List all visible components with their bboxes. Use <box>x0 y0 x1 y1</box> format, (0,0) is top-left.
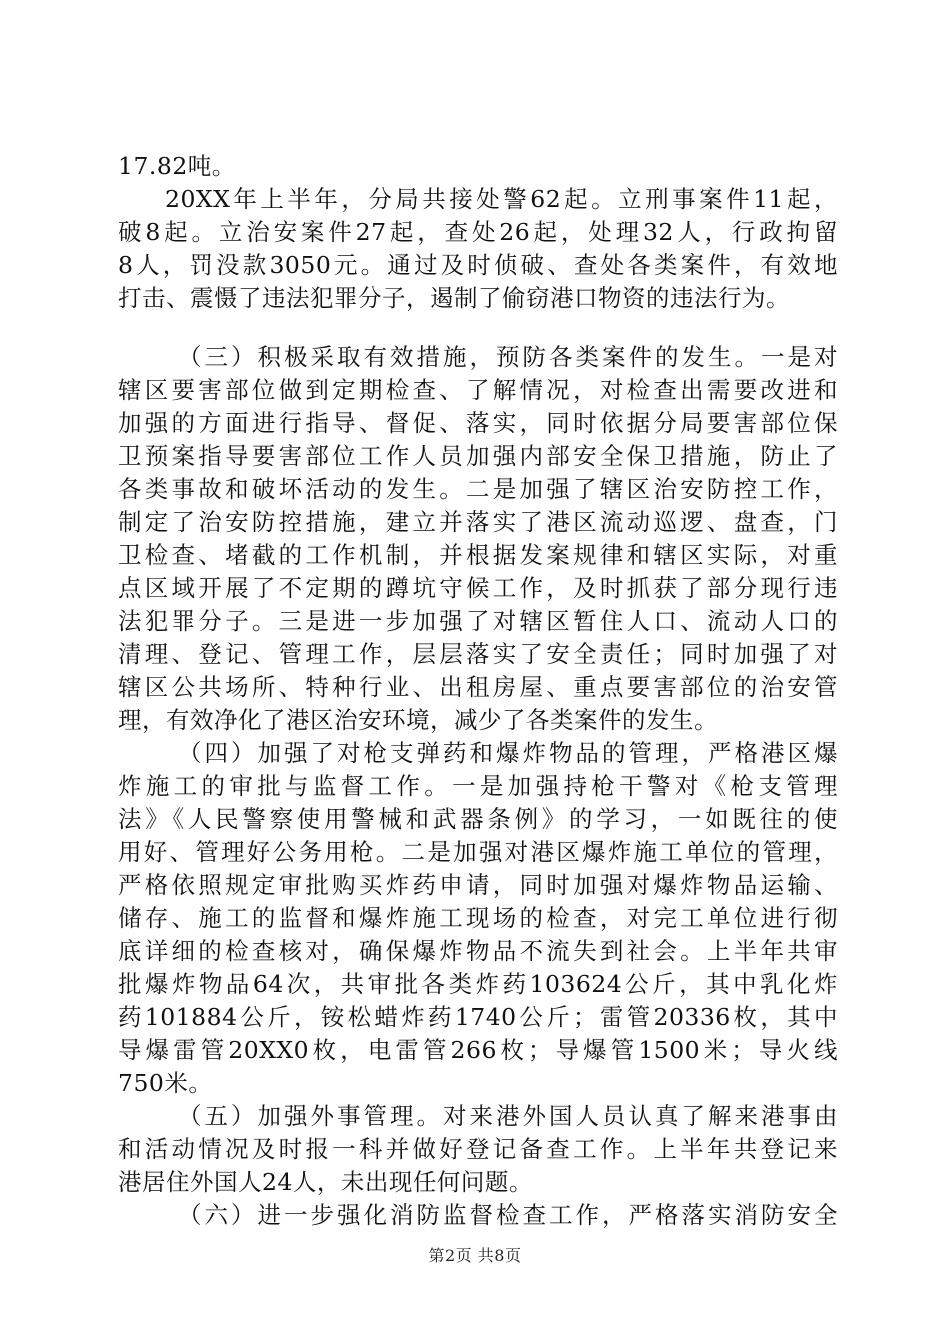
text-line: 清理、登记、管理工作，层层落实了安全责任；同时加强了对 <box>118 640 838 668</box>
paragraph-spacer <box>118 315 838 341</box>
text-line: 严格依照规定审批购买炸药申请，同时加强对爆炸物品运输、 <box>118 871 838 899</box>
text-line: 法》《人民警察使用警械和武器条例》的学习，一如既往的使 <box>118 805 838 833</box>
text-line: 20XX年上半年，分局共接处警62起。立刑事案件11起， <box>165 185 838 213</box>
paragraph <box>118 1100 838 1199</box>
text-line: 港居住外国人24人，未出现任何问题。 <box>118 1168 533 1196</box>
text-line: 制定了治安防控措施，建立并落实了港区流动巡逻、盘查，门 <box>118 508 838 536</box>
paragraph <box>118 341 838 737</box>
paragraph <box>118 150 838 183</box>
text-line: （三）积极采取有效措施，预防各类案件的发生。一是对 <box>178 343 838 371</box>
document-body <box>118 150 838 1232</box>
text-line: 理，有效净化了港区治安环境，减少了各类案件的发生。 <box>118 706 718 734</box>
text-line: （四）加强了对枪支弹药和爆炸物品的管理，严格港区爆 <box>178 739 838 767</box>
text-line: 导爆雷管20XX0枚，电雷管266枚；导爆管1500米；导火线 <box>118 1036 838 1064</box>
text-line: 17.82吨。 <box>118 152 236 180</box>
text-line: 辖区公共场所、特种行业、出租房屋、重点要害部位的治安管 <box>118 673 838 701</box>
page-number: 第2页 共8页 <box>428 1246 522 1265</box>
text-line: 加强的方面进行指导、督促、落实，同时依据分局要害部位保 <box>118 409 838 437</box>
paragraph <box>118 1199 838 1232</box>
text-line: 和活动情况及时报一科并做好登记备查工作。上半年共登记来 <box>118 1135 838 1163</box>
text-line: 卫预案指导要害部位工作人员加强内部安全保卫措施，防止了 <box>118 442 838 470</box>
text-line: （五）加强外事管理。对来港外国人员认真了解来港事由 <box>178 1102 838 1130</box>
paragraph <box>118 183 838 315</box>
text-line: 8人，罚没款3050元。通过及时侦破、查处各类案件，有效地 <box>118 251 838 279</box>
text-line: 法犯罪分子。三是进一步加强了对辖区暂住人口、流动人口的 <box>118 607 838 635</box>
text-line: 卫检查、堵截的工作机制，并根据发案规律和辖区实际，对重 <box>118 541 838 569</box>
text-line: 炸施工的审批与监督工作。一是加强持枪干警对《枪支管理 <box>118 772 838 800</box>
text-line: 药101884公斤，铵松蜡炸药1740公斤；雷管20336枚，其中 <box>118 1003 838 1031</box>
text-line: 打击、震慑了违法犯罪分子，遏制了偷窃港口物资的违法行为。 <box>118 284 790 312</box>
text-line: 辖区要害部位做到定期检查、了解情况，对检查出需要改进和 <box>118 376 838 404</box>
text-line: 储存、施工的监督和爆炸施工现场的检查，对完工单位进行彻 <box>118 904 838 932</box>
text-line: 用好、管理好公务用枪。二是加强对港区爆炸施工单位的管理， <box>118 838 838 866</box>
paragraph <box>118 737 838 1100</box>
text-line: 底详细的检查核对，确保爆炸物品不流失到社会。上半年共审 <box>118 937 838 965</box>
text-line: （六）进一步强化消防监督检查工作，严格落实消防安全 <box>178 1201 838 1229</box>
text-line: 批爆炸物品64次，共审批各类炸药103624公斤，其中乳化炸 <box>118 970 838 998</box>
text-line: 各类事故和破坏活动的发生。二是加强了辖区治安防控工作， <box>118 475 838 503</box>
text-line: 750米。 <box>118 1069 213 1097</box>
text-line: 点区域开展了不定期的蹲坑守候工作，及时抓获了部分现行违 <box>118 574 838 602</box>
text-line: 破8起。立治安案件27起，查处26起，处理32人，行政拘留 <box>118 218 838 246</box>
